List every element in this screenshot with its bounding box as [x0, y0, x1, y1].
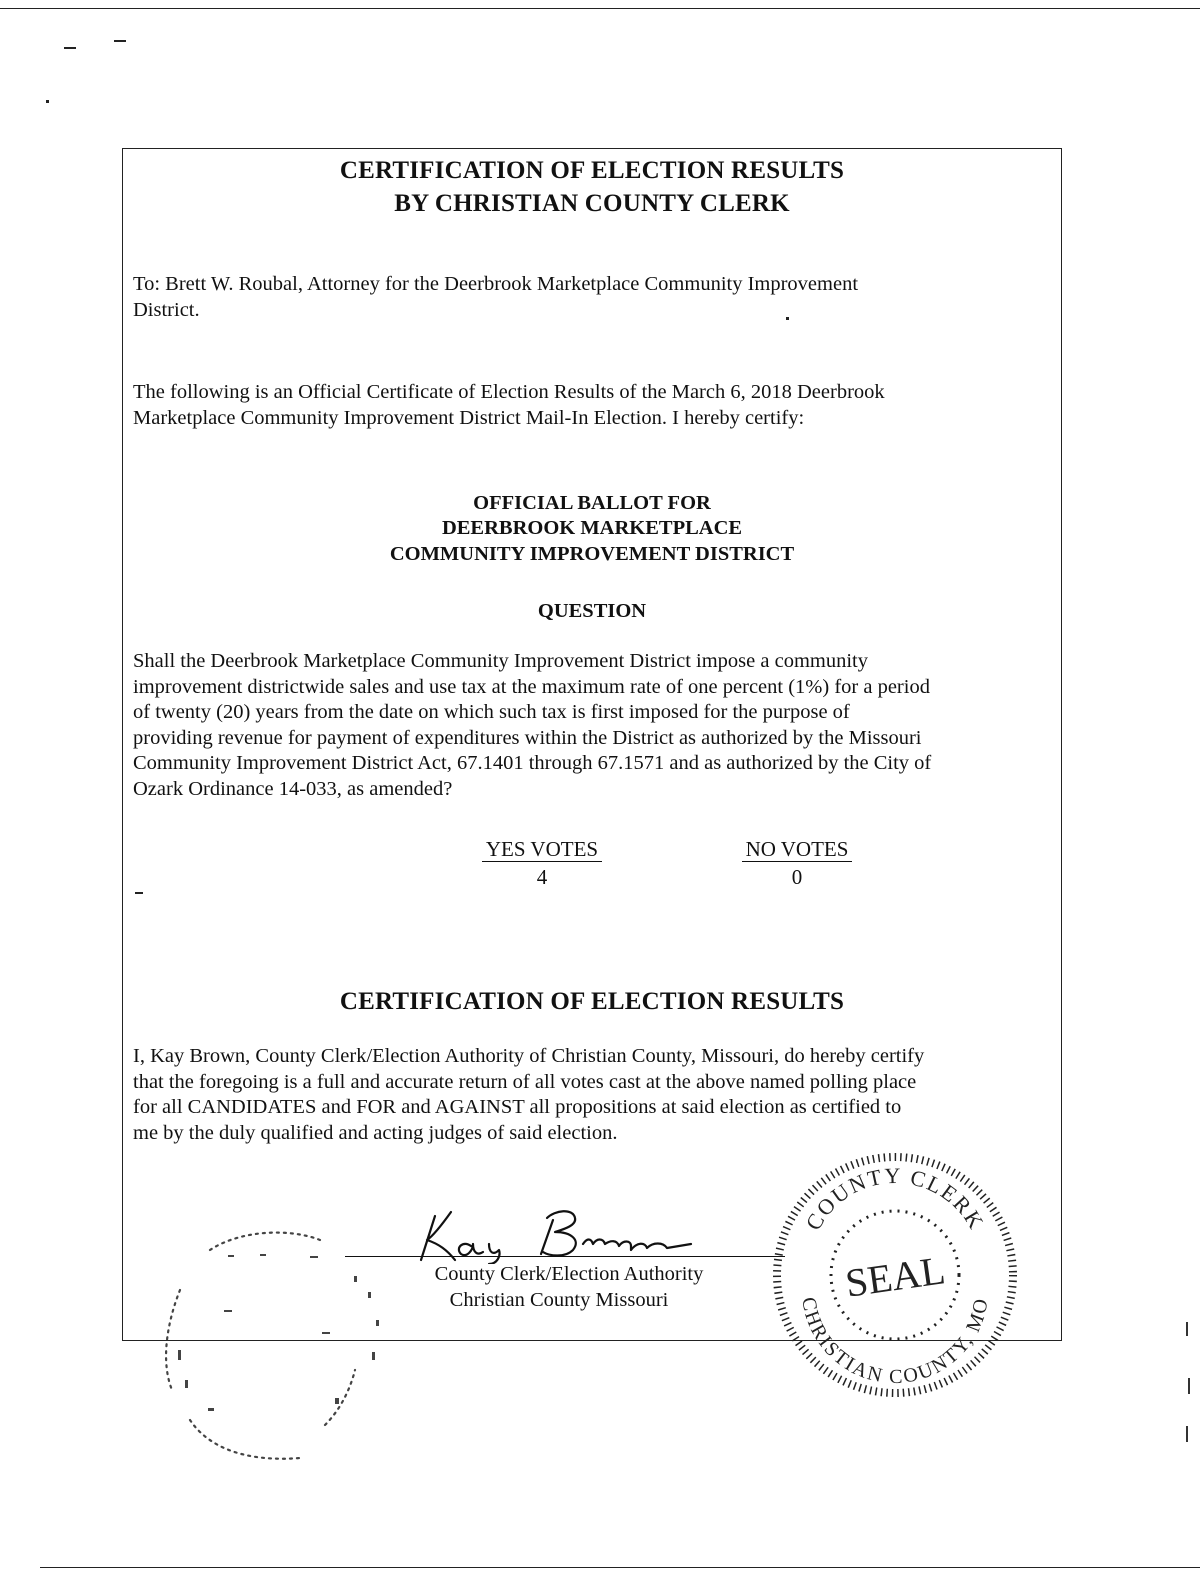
signer-title-line1: County Clerk/Election Authority: [434, 1263, 704, 1285]
yes-votes-column: [467, 837, 617, 892]
question-line: Ozark Ordinance 14-033, as amended?: [133, 777, 453, 800]
question-text: [133, 649, 1053, 802]
scan-speck: [64, 47, 76, 49]
addressee-line: District.: [133, 298, 200, 321]
ballot-heading-line2: DEERBROOK MARKETPLACE: [441, 517, 743, 539]
signature-line: [345, 1256, 785, 1257]
question-line: improvement districtwide sales and use tax at the maximum rate of one percent (1%) for a period: [133, 675, 930, 698]
ballot-heading-line3: COMMUNITY IMPROVEMENT DISTRICT: [389, 543, 795, 565]
ballot-heading-line1: OFFICIAL BALLOT FOR: [473, 492, 711, 514]
intro-line: The following is an Official Certificate of Election Results of the March 6, 2018 Deerbrook: [133, 381, 885, 403]
scan-edge-bottom: [40, 1567, 1200, 1568]
certification-line: me by the duly qualified and acting judges of said election.: [133, 1121, 618, 1144]
no-votes-value: 0: [791, 865, 803, 889]
question-line: Shall the Deerbrook Marketplace Community Improvement District impose a community: [133, 650, 868, 672]
question-line: of twenty (20) years from the date on which such tax is first imposed for the purpose of: [133, 701, 850, 723]
embossed-seal: [150, 1220, 410, 1470]
intro-paragraph: [133, 380, 1033, 431]
handwritten-signature: [405, 1204, 705, 1264]
certification-line: for all CANDIDATES and FOR and AGAINST all propositions at said election as certified to: [133, 1096, 902, 1118]
no-votes-label: NO VOTES: [742, 837, 853, 862]
signer-title-line2: Christian County Missouri: [449, 1289, 669, 1311]
seal-center-text: SEAL: [842, 1247, 948, 1306]
county-clerk-seal: [770, 1150, 1020, 1400]
seal-bottom-text: CHRISTIAN COUNTY, MO: [797, 1295, 993, 1389]
scan-edge-mark: [1188, 1378, 1190, 1394]
certification-line: I, Kay Brown, County Clerk/Election Authority of Christian County, Missouri, do hereby certify: [133, 1045, 925, 1067]
scan-edge-mark: [1186, 1322, 1188, 1336]
document-title-line1: CERTIFICATION OF ELECTION RESULTS: [339, 157, 845, 184]
question-heading: QUESTION: [537, 600, 647, 622]
certification-line: that the foregoing is a full and accurate return of all votes cast at the above named polling place: [133, 1070, 917, 1093]
no-votes-column: [727, 837, 867, 892]
scan-speck: [46, 100, 49, 103]
question-line: providing revenue for payment of expenditures within the District as authorized by the Missouri: [133, 726, 922, 749]
seal-top-text: COUNTY CLERK: [800, 1162, 990, 1235]
scan-speck: [114, 40, 126, 42]
addressee-line: To: Brett W. Roubal, Attorney for the Deerbrook Marketplace Community Improvement: [133, 273, 859, 295]
certification-heading: CERTIFICATION OF ELECTION RESULTS: [339, 988, 845, 1015]
yes-votes-value: 4: [536, 865, 548, 889]
scan-edge-mark: [1186, 1426, 1188, 1442]
intro-line: Marketplace Community Improvement District Mail-In Election. I hereby certify:: [133, 406, 805, 429]
svg-text:CHRISTIAN COUNTY, MO: [797, 1295, 993, 1388]
document-title-line2: BY CHRISTIAN COUNTY CLERK: [394, 190, 790, 217]
question-line: Community Improvement District Act, 67.1401 through 67.1571 and as authorized by the City of: [133, 752, 932, 774]
yes-votes-label: YES VOTES: [482, 837, 602, 862]
certification-text: [133, 1044, 1058, 1146]
svg-text:COUNTY CLERK: [800, 1163, 989, 1235]
addressee-block: [133, 272, 1033, 323]
scan-edge-top: [0, 8, 1200, 9]
